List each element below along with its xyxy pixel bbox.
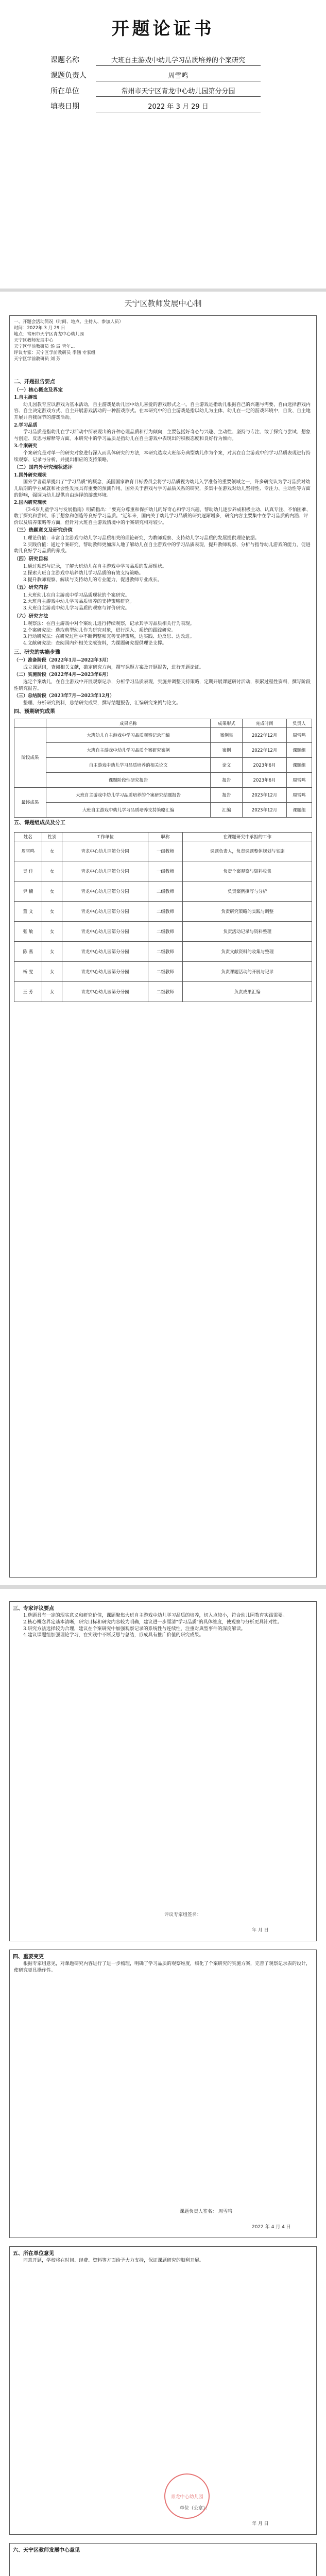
table-cell: 负责个案观察与资料收集 [183,861,312,881]
paragraph: 2.实践价值：通过个案研究，帮助教师更加深入地了解幼儿在自主游戏中的学习品质表现，提升教师观察、分析与指导幼儿游戏的能力，促进幼儿良好学习品质的养成。 [14,542,311,554]
table-cell: 负责课题活动的开展与记录 [183,961,312,981]
field-value: 常州市天宁区青龙中心幼儿园第分分园 [96,87,261,97]
table-header: 负责人 [286,719,312,727]
table-row [14,802,312,817]
table-cell: 青龙中心幼儿园第分分园 [62,841,148,861]
table-cell: 青龙中心幼儿园第分分园 [62,861,148,881]
table-header: 成果形式 [211,719,243,727]
expert-title: 三、专家评议要点 [13,1606,54,1612]
revise-title: 四、重要变更 [13,1954,44,1960]
field-label: 课题名称 [50,56,79,64]
section-heading: （二）实施阶段（2022年4月—2023年6月） [14,672,111,678]
paragraph: 2.核心概念界定基本清晰，研究目标和研究内容较为明确，建议进一步厘清"学习品质"的具体维度，使观察与分析更具针对性。 [23,1619,282,1625]
table-cell: 2023年6月 [243,772,286,787]
achievements-table [14,719,312,818]
field-value: 大班自主游戏中幼儿学习品质培养的个案研究 [96,56,261,66]
field-value: 2022 年 3 月 29 日 [96,103,261,112]
field-topic [50,56,267,66]
section-heading: （六）研究方法 [14,613,48,619]
section-heading: （一）准备阶段（2022年1月—2022年3月） [14,658,111,664]
unit-title: 五、所在单位意见 [13,2251,54,2257]
revision-box [9,1950,317,2238]
paragraph: 2.大班自主游戏中幼儿学习品质培养的支持策略研究。 [23,599,134,605]
table-header: 职称 [148,832,183,841]
field-value: 周雪鸣 [96,72,261,81]
table-cell: 课题组 [286,802,312,817]
revise-sign [180,2208,232,2214]
table-cell: 二级教师 [148,981,183,1002]
table-cell: 青龙中心幼儿园第分分园 [62,941,148,961]
table-cell: 二级教师 [148,881,183,901]
table-cell: 自主游戏中幼儿学习品质培养的相关论文 [46,757,211,772]
section-heading: 3.个案研究 [14,444,38,449]
field-label: 所在单位 [50,87,79,95]
table-header: 姓名 [14,832,42,841]
cover-page [0,0,326,289]
meeting-info [14,319,168,362]
section-heading: 二、开题报告要点 [14,379,55,385]
table-cell: 负责研究策略的实践与调整 [183,901,312,921]
field-label: 填表日期 [50,103,79,111]
group-label: 阶段成果 [14,727,46,787]
expert-text [10,1613,316,1639]
table-cell: 负责成果汇编 [183,981,312,1002]
section-heading: （一）核心概念及界定 [14,387,63,393]
paragraph: 成立课题组，查阅相关文献，确定研究方向，撰写课题方案及开题报告，进行开题论证。 [23,665,204,670]
table-row [14,881,312,901]
table-cell: 女 [42,901,62,921]
revise-text [10,1961,316,1974]
table-cell: 2022年12月 [243,742,286,757]
table-header [14,719,46,727]
table-cell: 青龙中心幼儿园第分分园 [62,881,148,901]
field-leader [50,71,267,81]
table-cell: 课题负责人，负责课题整体规划与实施 [183,841,312,861]
table-cell: 尹 楠 [14,881,42,901]
section-heading: 2.国内研究现状 [14,500,47,506]
unit-stamp: 青龙中心幼儿园 [164,2473,210,2519]
table-cell: 杨 雯 [14,961,42,981]
table-cell: 周雪鸣 [286,727,312,742]
paragraph: 幼儿园教育应以游戏为基本活动，自主游戏是幼儿园中幼儿喜爱的游戏形式之一。自主游戏是指幼儿根据自己的兴趣与需要，自由选择游戏内容、自主决定游戏方式、自主开展游戏活动的一种游戏形式。在本研究中的自主游戏是指以幼儿为主体，幼儿在一定的游戏环境中，自发、自主地开展并自我调节的游戏活动。 [14,402,311,420]
section-heading: 1.国外研究现状 [14,472,47,478]
table-cell: 二级教师 [148,961,183,981]
table-cell: 女 [42,881,62,901]
table-cell: 张 敏 [14,921,42,941]
section-heading: （四）研究目标 [14,556,48,562]
table-cell: 周雪鸣 [286,787,312,802]
section-heading: 三、研究的实施步骤 [14,649,60,655]
table-cell: 二级教师 [148,921,183,941]
table-cell: 负责案例撰写与分析 [183,881,312,901]
table-cell: 报告 [211,787,243,802]
table-row [14,757,312,772]
review-page [0,1589,326,2576]
unit-opinion-box [9,2246,317,2535]
members-table [14,832,312,1002]
table-cell: 王 芳 [14,981,42,1002]
table-cell: 周雪鸣 [286,772,312,787]
paragraph: 3.大班自主游戏中幼儿学习品质的观察与评价研究。 [23,606,130,611]
group-label: 最终成果 [14,787,46,817]
paragraph: 3.行动研究法：在研究过程中不断调整和完善支持策略，边实践、边反思、边改进。 [23,634,195,640]
meeting-info-line: 天宁区教师发展中心 [14,338,54,343]
center-opinion-box [9,2543,317,2576]
meeting-info-line: 天宁区学前教研员 汤 辰 青年... [14,344,75,349]
unit-date: 年 月 日 [252,2521,269,2527]
table-cell: 一级教师 [148,861,183,881]
table-row [14,861,312,881]
report-page [0,292,326,1585]
cover-title: 开题论证书 [111,19,215,39]
paragraph: 整理、分析研究资料，总结研究成果，撰写结题报告，汇编研究案例与论文。 [23,700,181,706]
table-cell: 女 [42,921,62,941]
table-cell: 大班自主游戏中幼儿学习品质培养支持策略汇编 [46,802,211,817]
paragraph: 1.选题具有一定的现实意义和研究价值，课题聚焦大班自主游戏中幼儿学习品质的培养，切入点较小，符合幼儿园教育实践需要。 [23,1613,287,1618]
table-cell: 负责文献资料的收集与整理 [183,941,312,961]
table-cell: 大班自主游戏中幼儿学习品质培养的个案研究结题报告 [46,787,211,802]
table-cell: 2023年6月 [243,757,286,772]
paragraph: 1.大班幼儿在自主游戏中学习品质现状的个案研究。 [23,592,130,598]
paragraph: 2.探索大班自主游戏中培养幼儿学习品质的有效支持策略。 [23,571,144,577]
table-header: 成果名称 [46,719,211,727]
revise-date: 2022 年 4 月 4 日 [252,2225,291,2230]
table-cell: 汇编 [211,802,243,817]
table-cell: 案例集 [211,727,243,742]
table-row [14,981,312,1002]
paragraph: 个案研究是对单一的研究对象进行深入而具体研究的方法，本研究选取大班部分典型幼儿作为个案，对其在自主游戏中的学习品质表现进行持续观察、记录与分析，并提出相应的支持策略。 [14,450,311,463]
meeting-info-line: 地点：常州市天宁区青龙中心幼儿园 [14,332,84,337]
table-header: 性别 [42,832,62,841]
paragraph: 1.通过观察与记录，了解大班幼儿在自主游戏中学习品质的发展现状。 [23,564,167,570]
report-sheet [9,315,317,1578]
table-cell: 2023年12月 [243,787,286,802]
paragraph: 4.文献研究法：查阅国内外相关文献资料，为课题研究提供理论支撑。 [23,640,167,646]
report-body [14,379,312,716]
table-cell: 二级教师 [148,901,183,921]
unit-text [10,2258,316,2264]
page-header: 天宁区教师发展中心制 [124,299,202,308]
table-header: 完成时间 [243,719,286,727]
table-row [14,742,312,757]
paragraph: 1.观察法：在自主游戏中对个案幼儿进行持续观察，记录其学习品质相关行为表现。 [23,621,195,627]
table-header: 在课题研究中承担的工作 [183,832,312,841]
table-cell: 课题组 [286,757,312,772]
section-heading: （三）总结阶段（2023年7月—2023年12月） [14,693,114,699]
field-label: 课题负责人 [50,72,87,80]
table-row [14,787,312,802]
section-heading: （五）研究内容 [14,585,48,591]
section-heading: （三）选题意义及研究价值 [14,528,73,534]
unit-sign: 单位（公章）： [180,2506,210,2511]
table-cell: 董 文 [14,901,42,921]
table-cell: 2023年12月 [243,802,286,817]
table-cell: 青龙中心幼儿园第分分园 [62,921,148,941]
table-header: 工作单位 [62,832,148,841]
meeting-info-line: 天宁区学前教研员 刘 芳 [14,357,61,362]
paragraph: 同意开题，学校将在时间、经费、资料等方面给予大力支持，保证课题研究的顺利开展。 [23,2258,204,2263]
table-cell: 女 [42,861,62,881]
table-cell: 女 [42,941,62,961]
table-row [14,841,312,861]
field-date [50,102,267,112]
table-cell: 青龙中心幼儿园第分分园 [62,901,148,921]
expert-sign: 评议专家组签名： [164,1912,202,1918]
table-cell: 陈 燕 [14,941,42,961]
table-cell: 案例 [211,742,243,757]
field-unit [50,87,267,97]
table-cell: 女 [42,961,62,981]
table-row [14,921,312,941]
members-title: 五、课题组成员及分工 [14,820,65,826]
table-cell: 课题阶段性研究报告 [46,772,211,787]
table-cell: 论文 [211,757,243,772]
section-heading: 1.自主游戏 [14,395,38,401]
table-cell: 一级教师 [148,841,183,861]
paragraph: 4.建议课题组加强理论学习，在实践中不断反思与总结，形成具有推广价值的研究成果。 [23,1633,204,1638]
paragraph: 学习品质是指幼儿在学习活动中所表现出的各种心理品质和行为倾向，主要包括好奇心与兴趣、主动性、坚持与专注、敢于探究与尝试、想象与创造、反思与解释等方面。本研究中的学习品质是指幼儿在自主游戏中表现出的积极态度和良好行为倾向。 [14,430,311,442]
table-cell: 负责活动记录与资料整理 [183,921,312,941]
center-title: 六、天宁区教师发展中心意见 [13,2548,80,2553]
table-row [14,941,312,961]
paragraph: 3.提升教师观察、解读与支持幼儿的专业能力，促进教师专业成长。 [23,577,162,583]
table-row [14,772,312,787]
paragraph: 2.个案研究法：选取典型幼儿作为研究对象，进行深入、系统的跟踪研究。 [23,628,176,633]
table-cell: 大班自主游戏中幼儿学习品质个案研究案例 [46,742,211,757]
paragraph: 根据专家组意见，对课题研究内容进行了进一步梳理，明确了学习品质的观察维度，细化了个案研究的实施方案，完善了观察记录表的设计，使研究更具操作性。 [14,1961,311,1973]
meeting-info-line: 一、开题会活动简况（时间、地点、主持人、参加人员） [14,319,124,325]
paragraph: 《3-6岁儿童学习与发展指南》明确指出："要充分尊重和保护幼儿的好奇心和学习兴趣，帮助幼儿逐步养成积极主动、认真专注、不怕困难、敢于探究和尝试、乐于想象和创造等良好学习品质。"近年来，国内关于幼儿学习品质的研究逐渐增多，研究内容主要集中在学习品质的内涵、评价以及培养策略等方面，但针对大班自主游戏情境中的个案研究相对较少。 [14,507,311,526]
table-cell: 课题组 [286,742,312,757]
table-cell: 周雪鸣 [14,841,42,861]
paragraph: 3.研究方法选择较为合理，建议在个案研究中加强观察记录的系统性与连续性，注重对典型事件的深度解读。 [23,1626,246,1632]
table-cell: 大班幼儿自主游戏中学习品质观察记录汇编 [46,727,211,742]
paragraph: 1.理论价值：丰富自主游戏与幼儿学习品质相关的理论研究，为教师观察、支持幼儿学习品质的发展提供理论依据。 [23,536,260,541]
table-cell: 女 [42,981,62,1002]
section-heading: （二）国内外研究现状述评 [14,465,73,471]
revise-signer: 周雪鸣 [218,2209,232,2214]
table-row [14,901,312,921]
table-cell: 青龙中心幼儿园第分分园 [62,981,148,1002]
section-heading: 2.学习品质 [14,422,38,428]
table-cell: 女 [42,841,62,861]
expert-date: 年 月 日 [252,1928,269,1933]
table-cell: 吴 佳 [14,861,42,881]
revise-sign-label: 课题负责人签名： [180,2209,217,2214]
table-cell: 二级教师 [148,941,183,961]
table-cell: 报告 [211,772,243,787]
expert-review-box [9,1601,317,1941]
table-row [14,727,312,742]
paragraph: 选定个案幼儿，在自主游戏中开展观察记录，分析学习品质表现，实施并调整支持策略，定期开展课题研讨活动，积累过程性资料，撰写阶段性研究报告。 [14,679,311,691]
meeting-info-line: 时间：2022年 3 月 29 日 [14,326,65,331]
meeting-info-line: 评议专家：天宁区学前教研员 季涵 专家组 [14,350,96,355]
section-heading: 四、预期研究成果 [14,709,55,715]
table-cell: 青龙中心幼儿园第分分园 [62,961,148,981]
table-row [14,961,312,981]
table-cell: 2022年12月 [243,727,286,742]
paragraph: 国外学者最早提出了"学习品质"的概念，美国国家教育目标委员会将学习品质视为幼儿入学准备的重要领域之一，许多研究认为学习品质对幼儿后期的学业成就和社会性发展具有重要的预测作用。国外关于游戏与学习品质关系的研究，多集中在游戏对幼儿坚持性、专注力、主动性等方面的影响，强调为幼儿提供自由选择的游戏环境。 [14,480,311,498]
